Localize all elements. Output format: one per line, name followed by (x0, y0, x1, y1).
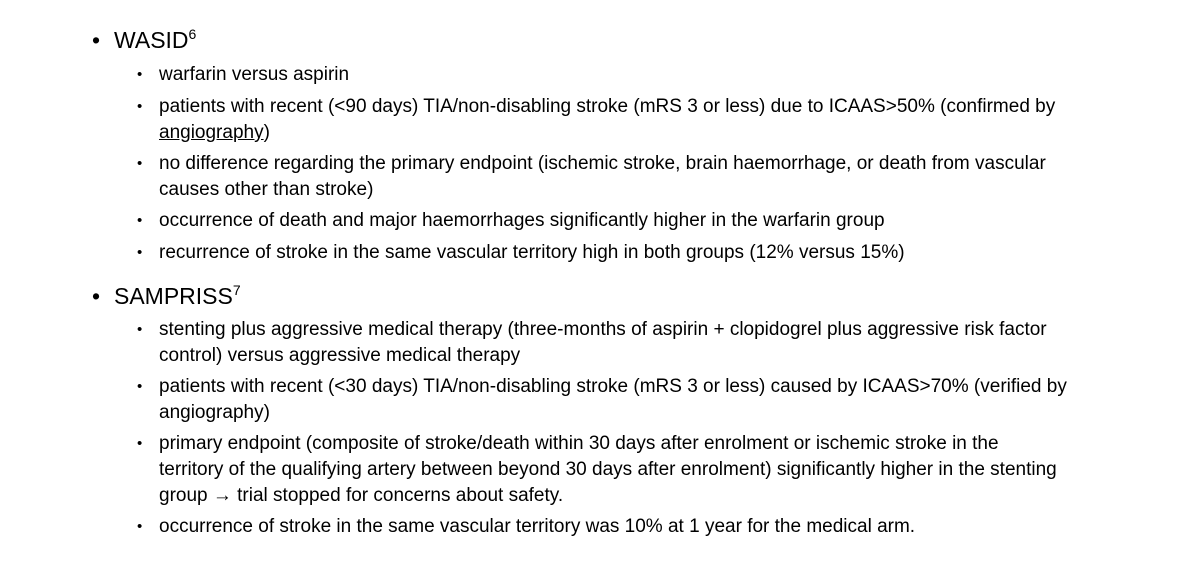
list-item-text: recurrence of stroke in the same vascular territory high in both groups (12% versus 15%) (159, 242, 905, 263)
bullet-icon: • (137, 435, 143, 452)
list-item-text: patients with recent (<30 days) TIA/non-disabling stroke (mRS 3 or less) caused by ICAAS>70% (verified by (159, 376, 1067, 397)
list-item-text: angiography) (159, 402, 270, 423)
underlined-term: angiography (159, 122, 264, 143)
bullet-icon: • (137, 155, 143, 172)
list-item-text: patients with recent (<90 days) TIA/non-disabling stroke (mRS 3 or less) due to ICAAS>50% (confirmed by (159, 96, 1056, 117)
bullet-icon: • (137, 518, 143, 535)
list-item-text: stenting plus aggressive medical therapy (three-months of aspirin + clopidogrel plus aggressive risk factor (159, 319, 1047, 340)
list-item-text: group → trial stopped for concerns about safety. (159, 485, 564, 506)
heading-text: WASID (114, 27, 189, 53)
reference-number: 7 (232, 282, 241, 298)
list-item-text: control) versus aggressive medical therapy (159, 345, 521, 366)
bullet-icon: • (137, 212, 143, 229)
list-item-text: warfarin versus aspirin (159, 64, 350, 85)
bullet-icon: • (137, 321, 143, 338)
bullet-icon: • (137, 66, 143, 83)
bullet-icon: • (92, 27, 101, 53)
list-item-text: causes other than stroke) (159, 179, 374, 200)
bullet-icon: • (137, 378, 143, 395)
bullet-icon: • (92, 283, 101, 309)
list-item-text: primary endpoint (composite of stroke/death within 30 days after enrolment or ischemic stroke in the (159, 433, 999, 454)
list-item-text: occurrence of death and major haemorrhages significantly higher in the warfarin group (159, 210, 885, 231)
bullet-icon: • (137, 98, 143, 115)
list-item-text: no difference regarding the primary endpoint (ischemic stroke, brain haemorrhage, or death from vascular (159, 153, 1046, 174)
list-item-text: territory of the qualifying artery between beyond 30 days after enrolment) significantly higher in the stenting (159, 459, 1057, 480)
list-item-text: ) (263, 122, 270, 143)
list-item-text: occurrence of stroke in the same vascular territory was 10% at 1 year for the medical arm. (159, 516, 916, 537)
reference-number: 6 (188, 26, 197, 42)
heading-text: SAMPRISS (114, 283, 233, 309)
bullet-icon: • (137, 244, 143, 261)
